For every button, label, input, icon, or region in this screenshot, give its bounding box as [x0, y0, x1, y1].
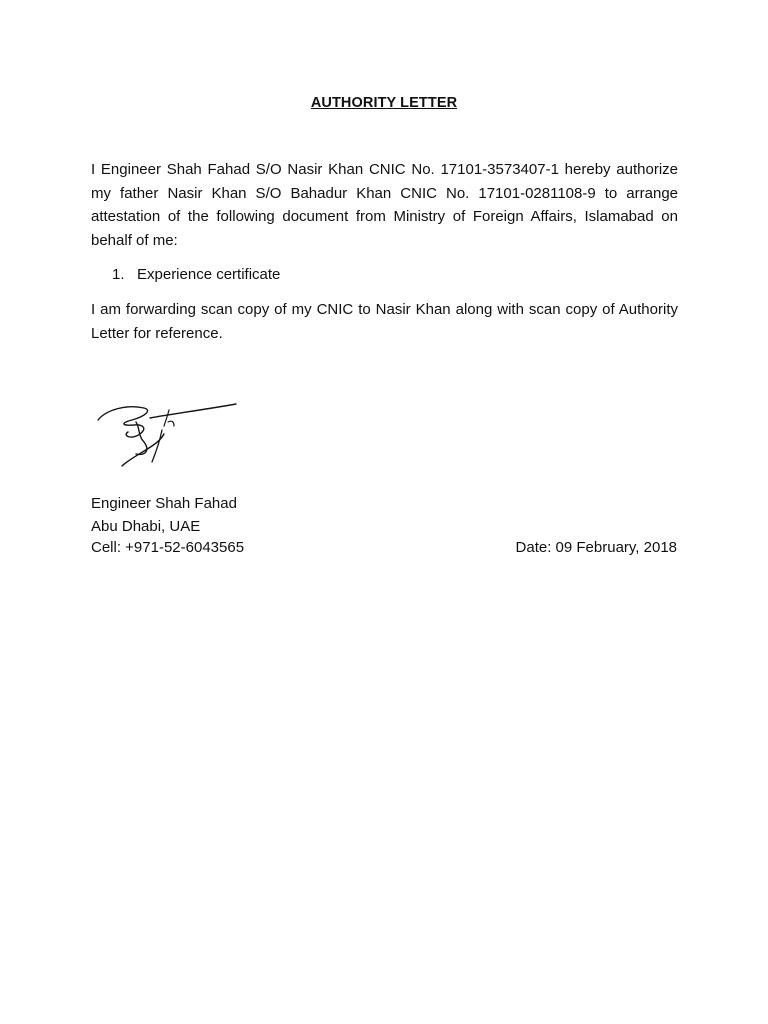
handwritten-signature	[92, 392, 242, 472]
document-list-item	[112, 264, 280, 286]
letter-date: Date: 09 February, 2018	[515, 539, 677, 556]
forwarding-paragraph: I am forwarding scan copy of my CNIC to Nasir Khan along with scan copy of Authority Letter for reference.	[91, 301, 678, 342]
letter-title: AUTHORITY LETTER	[310, 95, 458, 111]
sender-name: Engineer Shah Fahad	[91, 495, 237, 512]
sender-city: Abu Dhabi, UAE	[91, 518, 201, 535]
list-item-number: 1.	[112, 266, 125, 283]
authorization-paragraph: I Engineer Shah Fahad S/O Nasir Khan CNIC No. 17101-3573407-1 hereby authorize my father Nasir Khan S/O Bahadur Khan CNIC No. 17101-0281108-9 to arrange attestation of the following document from Ministry of Foreign Affairs, Islamabad on behalf of me:	[91, 161, 678, 249]
sender-cell: Cell: +971-52-6043565	[91, 539, 245, 556]
list-item-text: Experience certificate	[137, 266, 281, 283]
